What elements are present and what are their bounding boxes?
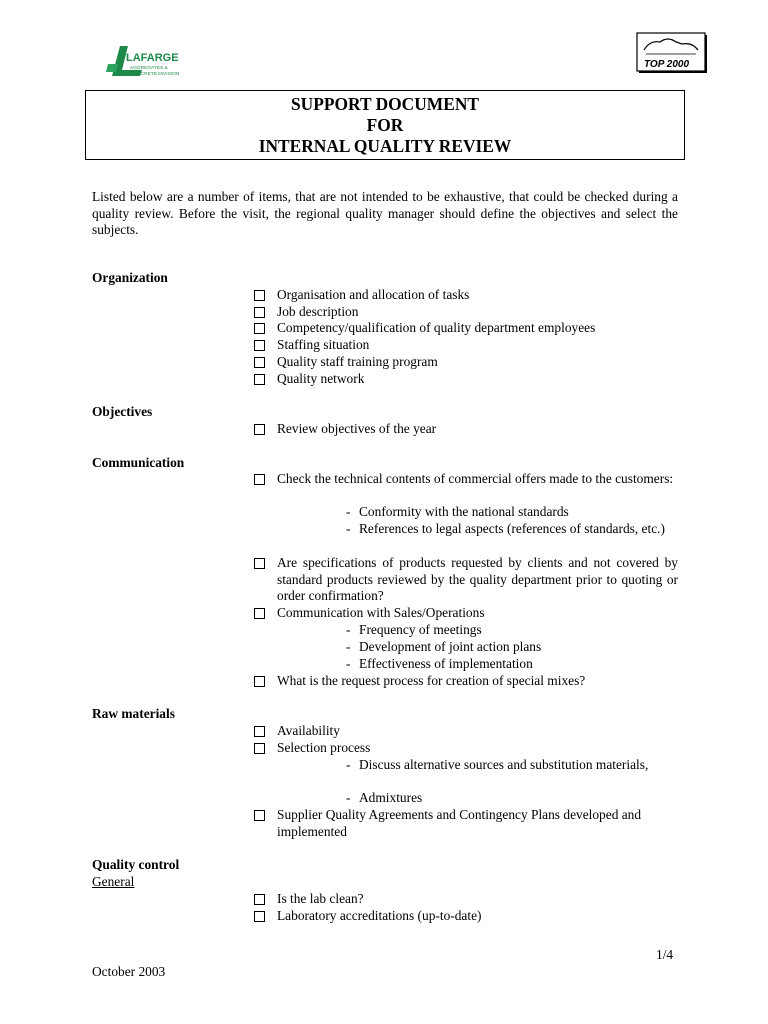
page-number: 1/4 <box>656 947 674 962</box>
footer-date: October 2003 <box>92 964 166 979</box>
checklist-item: Review objectives of the year <box>254 421 678 438</box>
checkbox-icon[interactable] <box>254 743 265 754</box>
checklist-item: Staffing situation <box>254 337 678 354</box>
checkbox-icon[interactable] <box>254 676 265 687</box>
checkbox-icon[interactable] <box>254 474 265 485</box>
dash-bullet: - <box>346 622 351 637</box>
checkbox-icon[interactable] <box>254 357 265 368</box>
checklist-item: Quality staff training program <box>254 354 678 371</box>
checklist-item: Supplier Quality Agreements and Contingency Plans developed and implemented <box>254 807 678 840</box>
title-line-3: INTERNAL QUALITY REVIEW <box>258 136 512 156</box>
sub-item: - Effectiveness of implementation <box>346 656 533 671</box>
dash-bullet: - <box>346 656 351 671</box>
checkbox-icon[interactable] <box>254 323 265 334</box>
checkbox-icon[interactable] <box>254 810 265 821</box>
intro-paragraph: Listed below are a number of items, that are not intended to be exhaustive, that could be checked during a quality review. Before the visit, the regional quality manager should define the objectives and select the subjects. <box>92 189 678 238</box>
sub-item: - Discuss alternative sources and substitution materials, <box>346 757 649 772</box>
svg-text:AGGREGATES &: AGGREGATES & <box>130 66 168 71</box>
sub-item: - Development of joint action plans <box>346 639 542 654</box>
document-title-box <box>85 90 685 160</box>
dash-bullet: - <box>346 790 351 805</box>
checklist-item: Selection process <box>254 740 678 757</box>
sub-item: - Conformity with the national standards <box>346 504 569 519</box>
checkbox-icon[interactable] <box>254 290 265 301</box>
checklist-item: Laboratory accreditations (up-to-date) <box>254 908 678 925</box>
badge-text: TOP 2000 <box>644 59 690 70</box>
checkbox-icon[interactable] <box>254 558 265 569</box>
dash-bullet: - <box>346 639 351 654</box>
section-heading-objectives: Objectives <box>92 404 153 419</box>
title-line-1: SUPPORT DOCUMENT <box>291 94 479 114</box>
dash-bullet: - <box>346 757 351 772</box>
checkbox-icon[interactable] <box>254 307 265 318</box>
sub-item: - References to legal aspects (references of standards, etc.) <box>346 521 665 536</box>
checkbox-icon[interactable] <box>254 894 265 905</box>
dash-bullet: - <box>346 521 351 536</box>
checklist-item: Organisation and allocation of tasks <box>254 287 678 304</box>
lafarge-logo <box>106 44 202 80</box>
section-heading-communication: Communication <box>92 455 185 470</box>
section-heading-organization: Organization <box>92 270 168 285</box>
checklist-item: Quality network <box>254 371 678 388</box>
checkbox-icon[interactable] <box>254 608 265 619</box>
logo-brand-text: LAFARGE <box>126 52 179 64</box>
checklist-item: Is the lab clean? <box>254 891 678 908</box>
checkbox-icon[interactable] <box>254 726 265 737</box>
checkbox-icon[interactable] <box>254 424 265 435</box>
dash-bullet: - <box>346 504 351 519</box>
checkbox-icon[interactable] <box>254 911 265 922</box>
svg-text:CONCRETE DIVISION: CONCRETE DIVISION <box>130 72 180 77</box>
checklist-item: What is the request process for creation of special mixes? <box>254 673 678 690</box>
checkbox-icon[interactable] <box>254 374 265 385</box>
title-line-2: FOR <box>366 115 404 135</box>
checklist-item: Are specifications of products requested by clients and not covered by standard products reviewed by the quality department prior to quoting or order confirmation? <box>254 555 678 605</box>
sub-item: - Frequency of meetings <box>346 622 482 637</box>
checkbox-icon[interactable] <box>254 340 265 351</box>
subheading-general: General <box>92 874 135 889</box>
checklist-item: Job description <box>254 304 678 321</box>
top-2000-badge <box>636 32 710 76</box>
section-heading-raw-materials: Raw materials <box>92 706 175 721</box>
sub-item: - Admixtures <box>346 790 423 805</box>
checklist-item: Availability <box>254 723 678 740</box>
section-heading-quality-control: Quality control <box>92 857 180 872</box>
checklist-item: Communication with Sales/Operations <box>254 605 678 622</box>
checklist-item: Check the technical contents of commercial offers made to the customers: <box>254 471 678 488</box>
checklist-item: Competency/qualification of quality department employees <box>254 320 678 337</box>
